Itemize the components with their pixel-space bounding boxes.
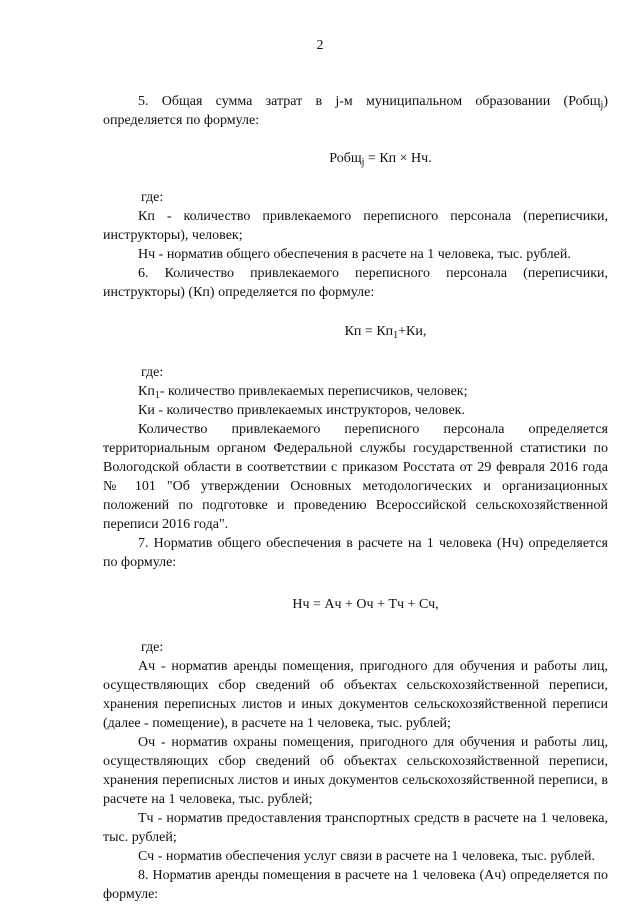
- where-label: где:: [141, 365, 164, 380]
- formula: Кп = $Кп_1+Ки$,: [344, 324, 427, 341]
- paragraph: 6. Количество привлекаемого переписного персонала (переписчики, инструкторы) (Кп) определяется по формуле:: [103, 266, 608, 300]
- where-label: где:: [141, 640, 164, 655]
- document-body: [103, 92, 608, 904]
- paragraph: Кп - количество привлекаемого переписного персонала (переписчики, инструкторы), человек;: [103, 209, 608, 243]
- page-number: 2: [316, 38, 324, 53]
- paragraph: Количество привлекаемого переписного персонала определяется территориальным органом Федеральной службы государственной статистики по Вологодской области в соответствии с приказом Росстата от 29 февраля 2016 года № 101 "Об утверждении Основных методологических и организационных положений по подготовке и проведению Всероссийской сельскохозяйственной переписи 2016 года".: [103, 422, 608, 532]
- formula: Нч = Ач + Оч + Тч + Сч,: [292, 597, 439, 612]
- paragraph: Ач - норматив аренды помещения, пригодного для обучения и работы лиц, осуществляющих сбор сведений об объектах сельскохозяйственной переписи, хранения переписных листов и иных документов сельскохозяйственной переписи (далее - помещение), в расчете на 1 человека, тыс. рублей;: [103, 659, 608, 731]
- paragraph: Нч - норматив общего обеспечения в расчете на 1 человека, тыс. рублей.: [138, 247, 571, 262]
- paragraph: Сч - норматив обеспечения услуг связи в расчете на 1 человека, тыс. рублей.: [138, 849, 595, 864]
- formula: Робщ$_j$ = Кп × Нч.: [329, 151, 432, 168]
- paragraph: Тч - норматив предоставления транспортных средств в расчете на 1 человека, тыс. рублей;: [103, 811, 608, 845]
- paragraph: Ки - количество привлекаемых инструкторов, человек.: [138, 403, 465, 418]
- paragraph: 5. Общая сумма затрат в j-м муниципальном образовании (Робщ$_j$) определяется по формуле:: [103, 94, 608, 128]
- paragraph: Оч - норматив охраны помещения, пригодного для обучения и работы лиц, осуществляющих сбор сведений об объектах сельскохозяйственной переписи, хранения переписных листов и иных документов сельскохозяйственной переписи, в расчете на 1 человека, тыс. рублей;: [103, 735, 608, 807]
- where-label: где:: [141, 190, 164, 205]
- paragraph: 7. Норматив общего обеспечения в расчете на 1 человека (Нч) определяется по формуле:: [103, 536, 608, 570]
- paragraph: 8. Норматив аренды помещения в расчете на 1 человека (Ач) определяется по формуле:: [103, 868, 608, 902]
- paragraph: $Кп_1-$ количество привлекаемых переписчиков, человек;: [138, 384, 468, 401]
